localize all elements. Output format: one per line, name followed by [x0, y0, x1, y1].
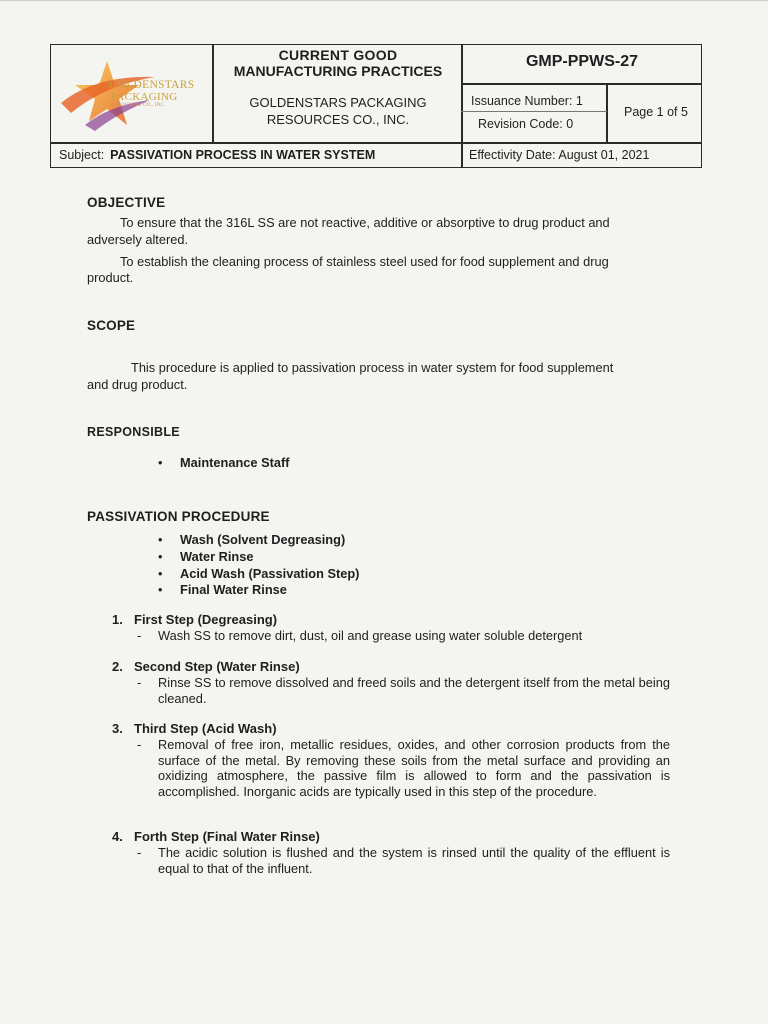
header-divider — [606, 83, 608, 143]
step-text: Removal of free iron, metallic residues, oxides, and other corrosion products from the surface of the metal. By removing these soils from the metal surface and providing an oxidizing atmosphere, the passive film is allowed to form and the passivation is accomplished. Inorganic acids are typically used in this step of the procedure. — [158, 737, 670, 799]
step-number: 4. — [112, 829, 123, 844]
scope-text: This procedure is applied to passivation process in water system for food supplement — [131, 360, 614, 375]
step-title: Forth Step (Final Water Rinse) — [134, 829, 320, 844]
scope-text: and drug product. — [87, 377, 188, 392]
objective-text: To establish the cleaning process of stainless steel used for food supplement and drug — [120, 254, 609, 269]
step-dash: - — [137, 675, 142, 690]
logo-text-resources: RESOURCES CO., INC. — [111, 103, 166, 108]
scan-edge-line — [0, 0, 768, 1]
logo-text-name: GOLDENSTARS — [109, 79, 195, 91]
subject-value: PASSIVATION PROCESS IN WATER SYSTEM — [110, 148, 376, 162]
objective-text: adversely altered. — [87, 232, 189, 247]
objective-text: product. — [87, 270, 134, 285]
company-logo — [51, 45, 213, 143]
document-code: GMP-PPWS-27 — [525, 53, 638, 70]
procedure-item: • Water Rinse — [180, 549, 253, 564]
header-divider — [461, 83, 701, 85]
step-text: Wash SS to remove dirt, dust, oil and grease using water soluble detergent — [158, 628, 583, 643]
procedure-item: • Final Water Rinse — [180, 582, 287, 597]
subject-label: Subject: — [59, 148, 105, 162]
subject-line — [59, 148, 375, 162]
step-dash: - — [137, 628, 142, 643]
step-text: The acidic solution is flushed and the system is rinsed until the quality of the effluent is equal to that of the influent. — [158, 845, 670, 876]
procedure-item: • Wash (Solvent Degreasing) — [180, 532, 345, 547]
step-number: 3. — [112, 721, 123, 736]
responsible-item: • Maintenance Staff — [180, 455, 290, 470]
logo-text-packaging: PACKAGING — [111, 91, 178, 103]
effectivity-date: Effectivity Date: August 01, 2021 — [469, 148, 650, 162]
scope-heading: SCOPE — [87, 318, 136, 333]
objective-text: To ensure that the 316L SS are not reactive, additive or absorptive to drug product and — [120, 215, 610, 230]
step-dash: - — [137, 845, 142, 860]
step-text: Rinse SS to remove dissolved and freed soils and the detergent itself from the metal being cleaned. — [158, 675, 670, 706]
step-title: Third Step (Acid Wash) — [134, 721, 277, 736]
gmp-title-line1: CURRENT GOOD — [278, 47, 398, 63]
step-number: 1. — [112, 612, 123, 627]
responsible-heading: RESPONSIBLE — [87, 425, 180, 439]
company-name-line1: GOLDENSTARS PACKAGING — [249, 95, 427, 110]
gmp-title-line2: MANUFACTURING PRACTICES — [233, 63, 443, 79]
document-header-table — [50, 44, 702, 168]
procedure-heading: PASSIVATION PROCEDURE — [87, 509, 270, 524]
revision-code: Revision Code: 0 — [478, 117, 574, 131]
page-number: Page 1 of 5 — [624, 105, 688, 119]
step-title: Second Step (Water Rinse) — [134, 659, 300, 674]
step-dash: - — [137, 737, 142, 752]
objective-heading: OBJECTIVE — [87, 195, 166, 210]
step-number: 2. — [112, 659, 123, 674]
step-title: First Step (Degreasing) — [134, 612, 278, 627]
company-name-line2: RESOURCES CO., INC. — [266, 112, 410, 127]
header-divider — [461, 111, 607, 112]
issuance-number: Issuance Number: 1 — [471, 94, 583, 108]
procedure-item: • Acid Wash (Passivation Step) — [180, 566, 359, 581]
